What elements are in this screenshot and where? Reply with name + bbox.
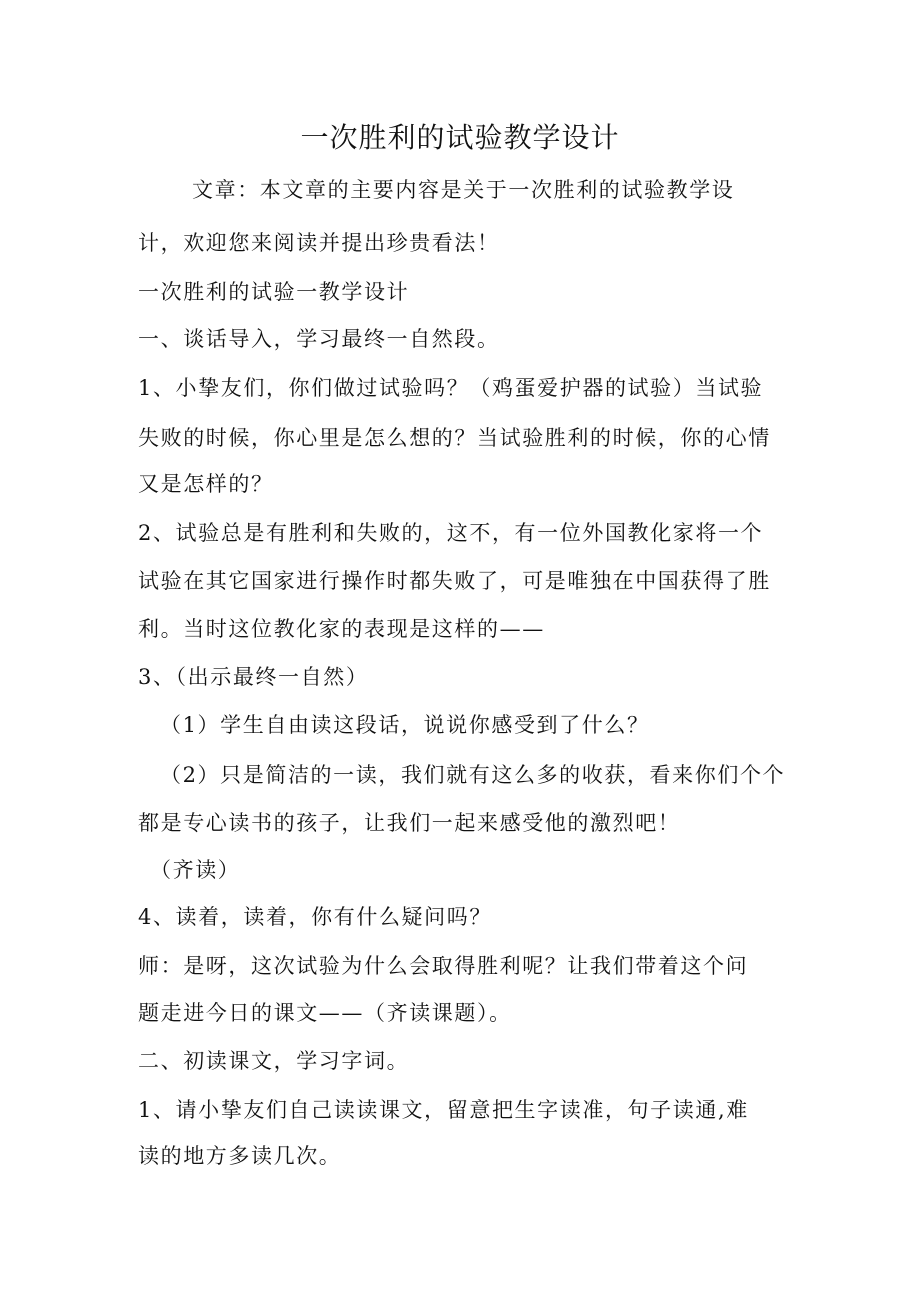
paragraph-line: 题走进今日的课文——（齐读课题）。 (138, 1001, 512, 1025)
paragraph-line: 利。当时这位教化家的表现是这样的—— (138, 617, 545, 641)
paragraph-line: 读的地方多读几次。 (138, 1144, 342, 1168)
paragraph-line: 1、请小挚友们自己读读课文，留意把生字读准，句子读通,难 (138, 1098, 749, 1122)
document-title: 一次胜利的试验教学设计 (300, 121, 620, 154)
paragraph-line: 失败的时候，你心里是怎么想的？当试验胜利的时候，你的心情 (138, 426, 771, 450)
paragraph-line: 3、（出示最终一自然） (138, 665, 369, 689)
paragraph-line: 1、小挚友们，你们做过试验吗？（鸡蛋爱护器的试验）当试验 (138, 376, 764, 400)
paragraph-line: （1）学生自由读这段话，说说你感受到了什么？ (160, 713, 650, 737)
paragraph-line: 2、试验总是有胜利和失败的，这不，有一位外国教化家将一个 (138, 521, 764, 545)
intro-line-2: 计，欢迎您来阅读并提出珍贵看法！ (138, 231, 500, 255)
paragraph-line: 都是专心读书的孩子，让我们一起来感受他的激烈吧！ (138, 811, 681, 835)
paragraph-line: （齐读） (150, 858, 241, 882)
paragraph-line: 师：是呀，这次试验为什么会取得胜利呢？让我们带着这个问 (138, 954, 749, 978)
paragraph-line: 又是怎样的？ (138, 472, 274, 496)
section-1-heading: 一、谈话导入，学习最终一自然段。 (138, 327, 500, 351)
paragraph-line: 试验在其它国家进行操作时都失败了，可是唯独在中国获得了胜 (138, 569, 771, 593)
paragraph-line: 4、读着，读着，你有什么疑问吗？ (138, 905, 492, 929)
intro-line-1: 文章：本文章的主要内容是关于一次胜利的试验教学设 (192, 178, 735, 202)
paragraph-line: （2）只是简洁的一读，我们就有这么多的收获，看来你们个个 (160, 763, 786, 787)
section-2-heading: 二、初读课文，学习字词。 (138, 1049, 410, 1073)
subtitle-line: 一次胜利的试验一教学设计 (138, 280, 410, 304)
